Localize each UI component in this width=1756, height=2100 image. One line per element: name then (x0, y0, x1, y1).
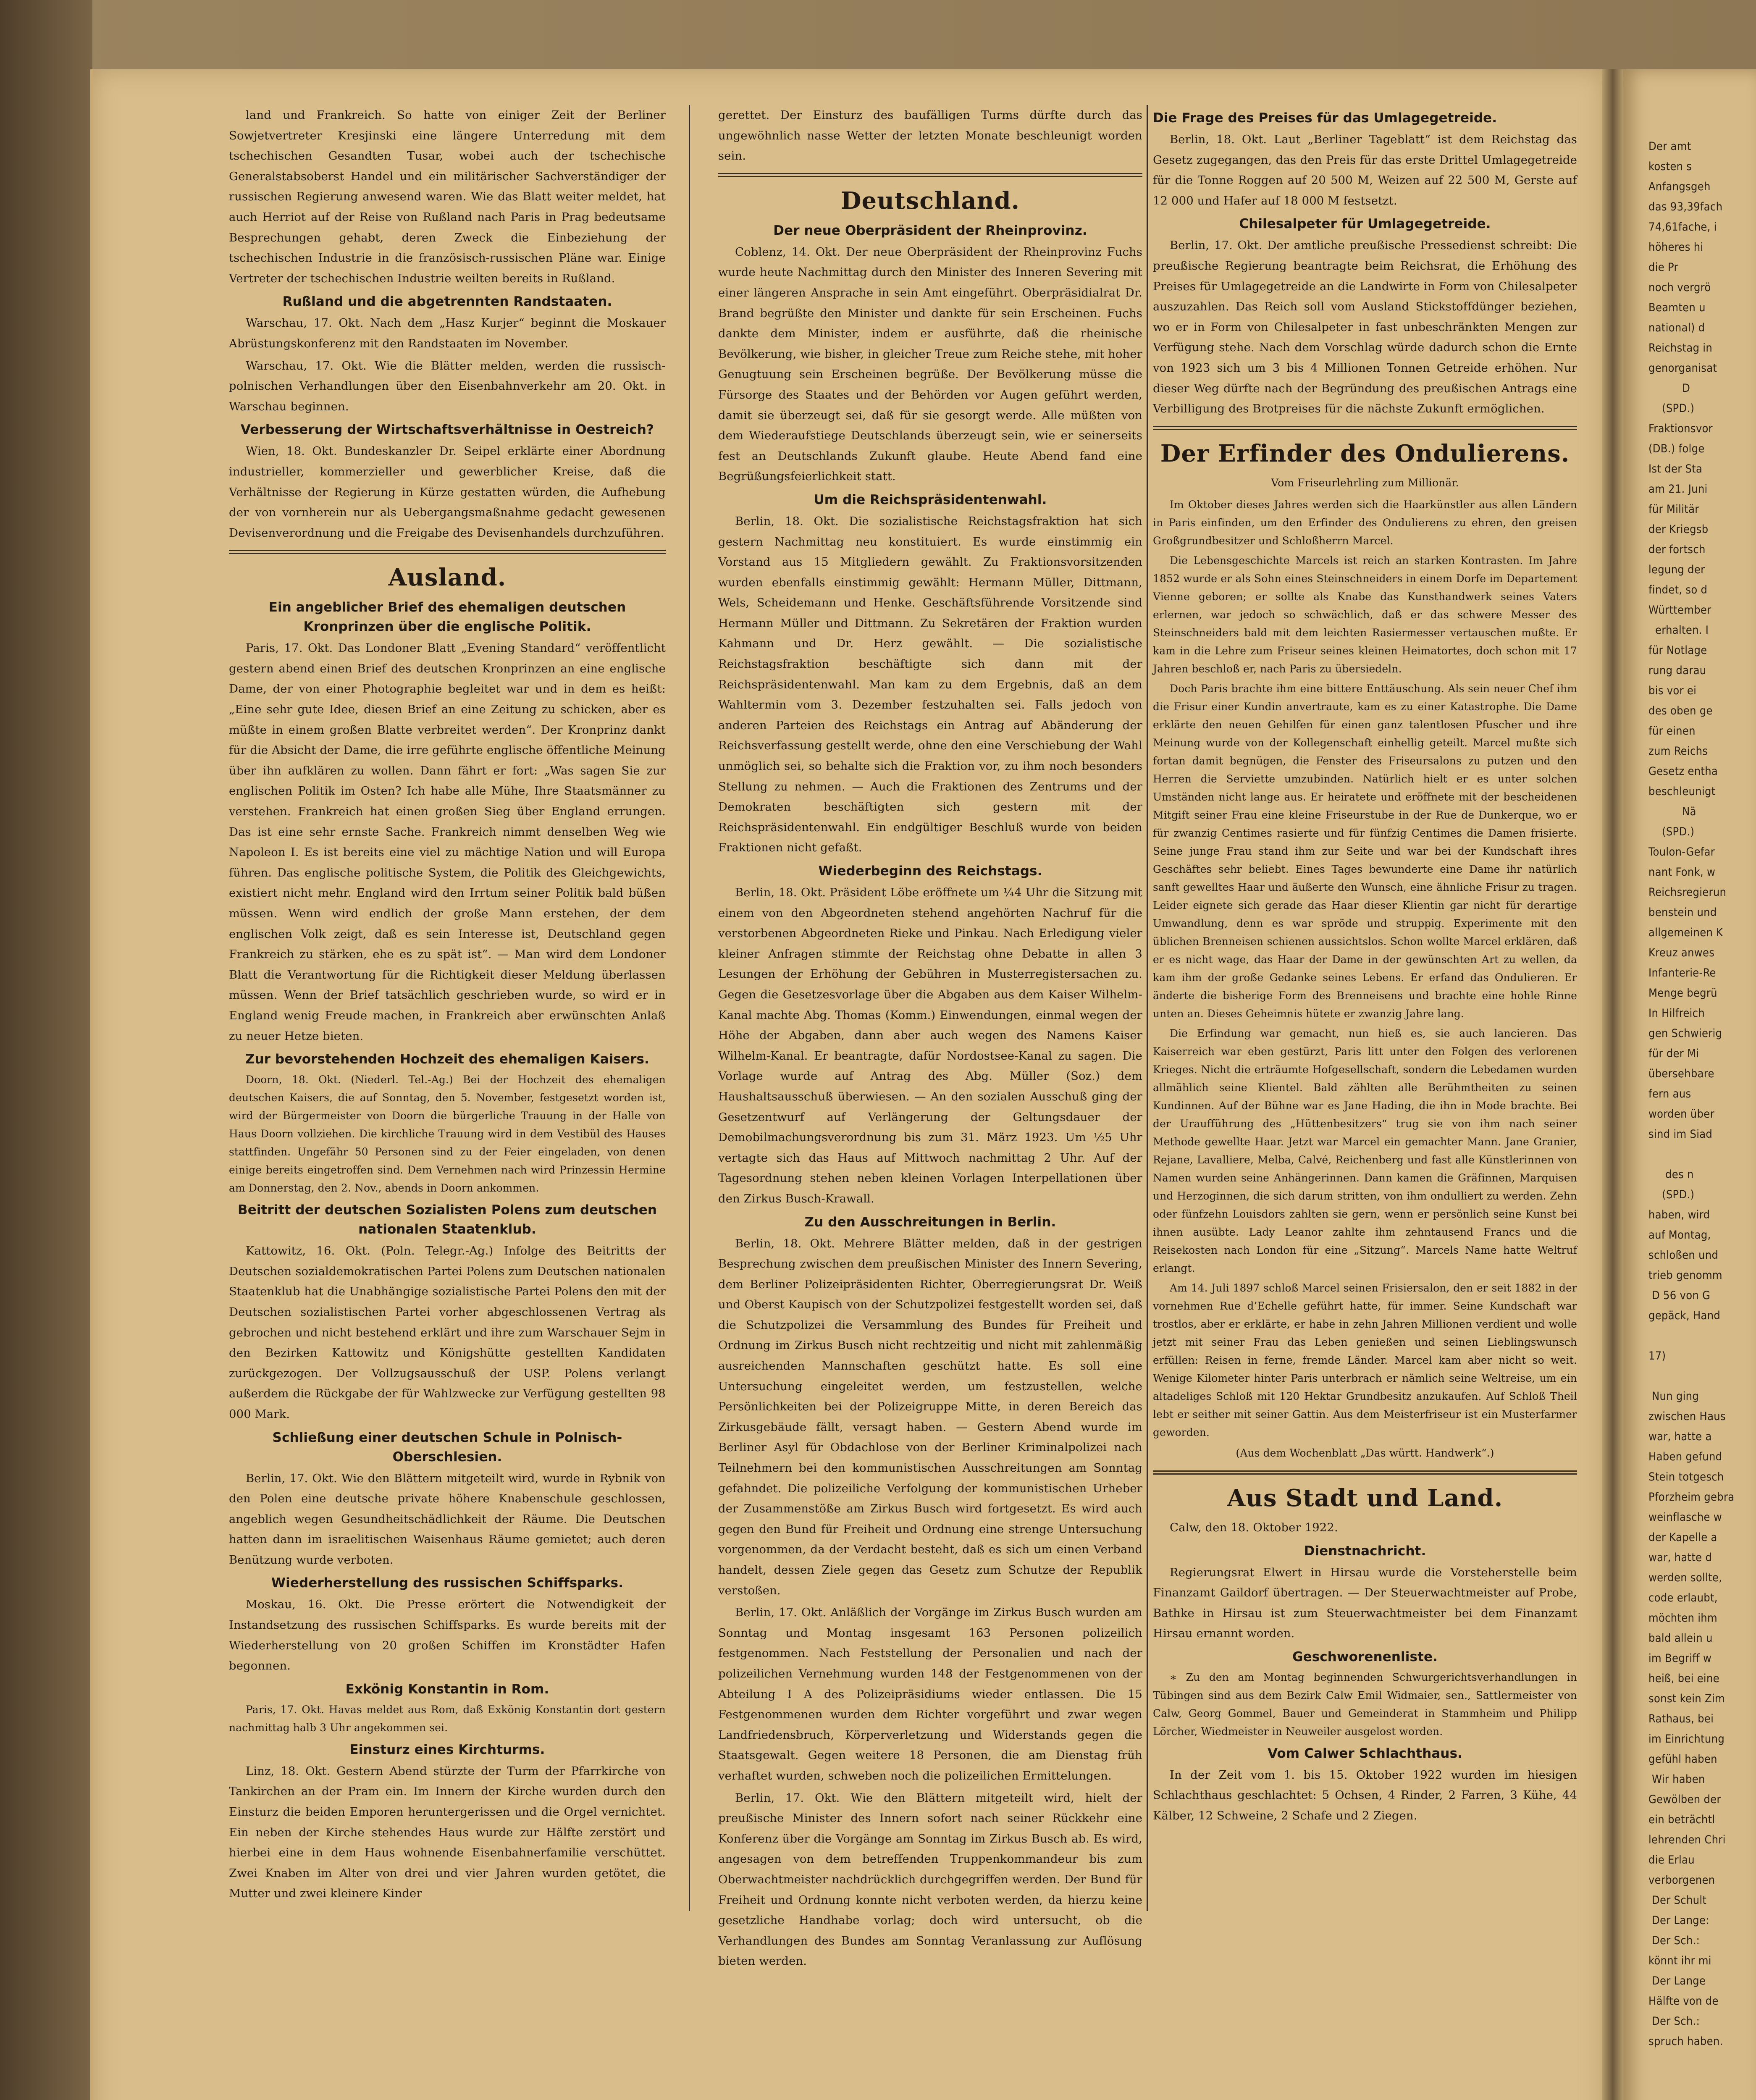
article-paragraph: Berlin, 17. Okt. Wie den Blättern mitgeteilt wird, hielt der preußische Minister des Innern sofort nach seiner Rückkehr eine Konferenz über die Vorgänge am Sonntag im Zirkus Busch ab. Es wird, angesagen von dem betreffenden Truppenkommandeur bis zum Oberwachtmeister nachdrücklich durchgegriffen werden. Der Bund für Freiheit und Ordnung konnte nicht verboten werden, da hierzu keine gesetzliche Handhabe vorlag; doch wird untersucht, ob die Verhandlungen des Bundes am Sonntag Veranlassung zur Auflösung bieten werden. (718, 1791, 1142, 1968)
article-paragraph: Berlin, 17. Okt. Anläßlich der Vorgänge im Zirkus Busch wurden am Sonntag und Montag insgesamt 163 Personen polizeilich festgenommen. Nach Feststellung der Personalien und nach der polizeilichen Vernehmung wurden 148 der Festgenommenen von der Abteilung I A des Polizeipräsidiums wieder entlassen. Die 15 Festgenommenen wurden dem Richter vorgeführt und zwar wegen Landfriedensbruch, Körperverletzung und Widerstands gegen die Staatsgewalt. Gegen weitere 18 Personen, die am Dienstag früh verhaftet wurden, schweben noch die polizeilichen Ermittelungen. (718, 1606, 1142, 1782)
article-paragraph: gerettet. Der Einsturz des baufälligen Turms dürfte durch das ungewöhnlich nasse Wetter der letzten Monate beschleunigt worden sein. (718, 108, 1142, 163)
article-headline: Wiederbeginn des Reichstags. (818, 864, 1042, 879)
article-paragraph: Doch Paris brachte ihm eine bittere Enttäuschung. Als sein neuer Chef ihm die Frisur einer Kundin anvertraute, kam es zu einer Katastrophe. Die Dame erklärte den neuen Gehilfen für einen ganz talentlosen Pfuscher und ihre Meinung wurde von der Kollegenschaft einhellig geteilt. Marcel mußte sich fortan damit begnügen, die Fenster des Friseursalons zu putzen und den Herren die Serviette umzubinden. Natürlich hielt er es unter solchen Umständen nicht lange aus. Er heiratete und eröffnete mit der bescheidenen Mitgift seiner Frau eine kleine Friseurstube in der Rue de Dunkerque, wo er für zwanzig Centimes rasierte und für fünfzig Centimes die Damen frisierte. Seine junge Frau stand ihm zur Seite und war bei der Kundschaft ihres Geschäftes sehr beliebt. Eines Tages bewunderte eine Dame ihr natürlich sanft gewelltes Haar und äußerte den Wunsch, eine ähnliche Frisur zu tragen. Leider eignete sich gerade das Haar dieser Klientin gar nicht für derartige Umwandlung, denn es war spröde und struppig. Experimente mit den üblichen Brenneisen schienen aussichtslos. Schon wollte Marcel erklären, daß er es nicht wage, das Haar der Dame in der gewünschten Art zu wellen, da kam ihm der große Gedanke seines Lebens. Er erfand das Ondulieren. Er änderte die bisherige Form des Brenneisens und brachte eine hohle Rinne unten an. Dieses Geheimnis hütete er zwanzig Jahre lang. (1153, 682, 1577, 1020)
article-headline: Der neue Oberpräsident der Rheinprovinz. (773, 223, 1087, 238)
article-paragraph: Coblenz, 14. Okt. Der neue Oberpräsident der Rheinprovinz Fuchs wurde heute Nachmittag durch den Minister des Inneren Severing mit einer längeren Ansprache in sein Amt eingeführt. Oberpräsidialrat Dr. Brand begrüßte den Minister und dankte für sein Erscheinen. Fuchs dankte dem Minister, indem er ausführte, daß die rheinische Bevölkerung, wie bisher, in gleicher Treue zum Reiche stehe, mit hoher Genugtuung sein Erscheinen begrüße. Der Bevölkerung müsse die Fürsorge des Staates und der Behörden vor Augen geführt werden, damit sie überzeugt sei, daß für sie gesorgt werde. Alle müßten von dem Wiederaufstiege Deutschlands überzeugt sein, wie er seinerseits fest an Deutschlands Zukunft glaube. Heute Abend fand eine Begrüßungsfeierlichkeit statt. (718, 245, 1142, 483)
article-headline: Einsturz eines Kirchturms. (349, 1742, 545, 1757)
article-paragraph: Paris, 17. Okt. Das Londoner Blatt „Evening Standard“ veröffentlicht gestern abend einen Brief des deutschen Kronprinzen an eine englische Dame, der von einer Photographie begleitet war und in dem es heißt: „Eine sehr gute Idee, diesen Brief an eine Zeitung zu schicken, aber es müßte in einem großen Blatte verbreitet werden“. Der Kronprinz dankt für die Absicht der Dame, die irre geführte englische öffentliche Meinung über ihn aufklären zu wollen. Dann fährt er fort: „Was sagen Sie zur englischen Politik im Osten? Ich habe alle Mühe, Ihre Staatsmänner zu verstehen. Frankreich hat einen großen Sieg über England errungen. Das ist eine sehr ernste Sache. Frankreich nimmt denselben Weg wie Napoleon I. Es ist bereits eine viel zu mächtige Nation und will Europa führen. Das englische politische System, die Politik des Gleichgewichts, existiert nicht mehr. England wird den Irrtum seiner Politik bald büßen müssen. Wenn wird endlich der große Mann erstehen, der dem englischen Volk zeigt, daß es sein Interesse ist, Deutschland gegen Frankreich zu stärken, ehe es zu spät ist“. — Man wird dem Londoner Blatt die Verantwortung für die Richtigkeit dieser Meldung überlassen müssen. Wenn der Brief tatsächlich geschrieben wurde, so wird er in England wenig Freude machen, in Frankreich aber erwünschten Anlaß zu neuer Hetze bieten. (229, 641, 666, 1043)
article-paragraph: Calw, den 18. Oktober 1922. (1170, 1520, 1338, 1534)
book-binding-edge (0, 0, 92, 2100)
section-heading: Aus Stadt und Land. (1227, 1484, 1503, 1512)
article-headline: Vom Calwer Schlachthaus. (1268, 1746, 1462, 1761)
article-subtitle: (Aus dem Wochenblatt „Das württ. Handwerk“.) (1236, 1447, 1494, 1460)
article-paragraph: Berlin, 18. Okt. Mehrere Blätter melden, daß in der gestrigen Besprechung zwischen dem preußischen Minister des Innern Severing, dem Berliner Polizeipräsidenten Richter, Oberregierungsrat Dr. Weiß und Oberst Kaupisch von der Schutzpolizei festgestellt worden sei, daß die Schutzpolizei die Versammlung des Bundes für Freiheit und Ordnung im Zirkus Busch nicht rechtzeitig und nicht mit zahlenmäßig ausreichenden Mannschaften geschützt hatte. Es soll eine Untersuchung eingeleitet werden, um festzustellen, welche Persönlichkeiten bei der Polizeigruppe Mitte, in deren Bereich das Zirkusgebäude fällt, versagt haben. — Gestern Abend wurde im Berliner Asyl für Obdachlose von der Berliner Kriminalpolizei nach Teilnehmern bei den kommunistischen Ausschreitungen am Sonntag gefahndet. Die polizeiliche Verfolgung der kommunistischen Urheber der Zusammenstöße am Zirkus Busch wird fortgesetzt. Es wird auch gegen den Bund für Freiheit und Ordnung eine strenge Untersuchung vorgenommen, da der Verdacht besteht, daß es sich um einen Verband handelt, dessen Ziele gegen das Gesetz zum Schutze der Republik verstoßen. (718, 1236, 1142, 1597)
article-paragraph: Berlin, 18. Okt. Laut „Berliner Tageblatt“ ist dem Reichstag das Gesetz zugegangen, das den Preis für das erste Drittel Umlagegetreide für die Tonne Roggen auf 20 500 M, Weizen auf 22 500 M, Gerste auf 12 000 und Hafer auf 18 000 M festsetzt. (1153, 133, 1577, 207)
article-headline: Rußland und die abgetrennten Randstaaten. (282, 294, 612, 310)
article-paragraph: Am 14. Juli 1897 schloß Marcel seinen Frisiersalon, den er seit 1882 in der vornehmen Rue d’Echelle geführt hatte, für immer. Seine Kundschaft war trostlos, aber er erklärte, er habe in zehn Jahren Millionen verdient und wolle jetzt mit seiner Frau das Leben genießen und seinen Lieblingswunsch erfüllen: Reisen in ferne, fremde Länder. Marcel kam aber nicht so weit. Wenige Kilometer hinter Paris unterbrach er nämlich seine Weltreise, um ein altadeliges Schloß mit 120 Hektar Grundbesitz anzukaufen. Auf Schloß Theil lebt er seither mit seiner Gattin. Aus dem Meisterfriseur ist ein Musterfarmer geworden. (1153, 1282, 1577, 1439)
section-rule (718, 173, 1142, 177)
next-page-edge (1623, 69, 1756, 2100)
article-column-2 (718, 105, 1142, 1973)
page-gutter (1602, 69, 1623, 2100)
article-headline: Dienstnachricht. (1304, 1543, 1426, 1559)
article-headline: Zur bevorstehenden Hochzeit des ehemaligen Kaisers. (245, 1052, 649, 1067)
article-paragraph: Linz, 18. Okt. Gestern Abend stürzte der Turm der Pfarrkirche von Tankirchen an der Pram ein. Im Innern der Kirche wurden durch den Einsturz die beiden Emporen heruntergerissen und die Orgel vernichtet. Ein neben der Kirche stehendes Haus wurde zur Hälfte zerstört und hierbei eine in dem Haus wohnende Eisenbahnerfamilie verschüttet. Zwei Knaben im Alter von drei und vier Jahren wurden getötet, die Mutter und zwei kleinere Kinder (229, 1764, 666, 1900)
article-paragraph: Berlin, 18. Okt. Die sozialistische Reichstagsfraktion hat sich gestern Nachmittag neu konstituiert. Es wurde einstimmig ein Vorstand aus 15 Mitgliedern gewählt. Zu Fraktionsvorsitzenden wurden ebenfalls einstimmig gewählt: Hermann Müller, Dittmann, Wels, Scheidemann und Henke. Geschäftsführende Vorsitzende sind Hermann Müller und Dittmann. Zu Sekretären der Fraktion wurden Kahmann und Dr. Herz gewählt. — Die sozialistische Reichstagsfraktion beschäftigte sich dann mit der Reichspräsidentenwahl. Man kam zu dem Ergebnis, daß an dem Wahltermin vom 3. Dezember festzuhalten sei. Falls jedoch von anderen Parteien des Reichstags ein Antrag auf Abänderung der Reichsverfassung gestellt werde, ohne den eine Verschiebung der Wahl unmöglich sei, so behalte sich die Fraktion vor, zu ihm noch besonders Stellung zu nehmen. — Auch die Fraktionen des Zentrums und der Demokraten beschäftigten sich gestern mit der Reichspräsidentenwahl. Ein endgültiger Beschluß wurde von beiden Fraktionen nicht gefaßt. (718, 514, 1142, 855)
article-subtitle: Vom Friseurlehrling zum Millionär. (1271, 476, 1459, 489)
section-heading: Ausland. (388, 564, 507, 592)
next-page-text-fragment: Der amt kosten s Anfangsgeh das 93,39fach 74,61fache, i höheres hi die Pr noch vergrö Beamten u national) d Reichstag in genorganisat D (SPD.) Fraktionsvor (DB.) folge Ist der Sta am 21. Juni für Militär der Kriegsb der fortsch legung der findet, so d Württember erhalten. I für Notlage rung darau bis vor ei des oben ge für einen zum Reichs Gesetz entha beschleunigt Nä (SPD.) Toulon-Gefar nant Fonk, w Reichsregierun benstein und allgemeinen K Kreuz anwes Infanterie-Re Menge begrü In Hilfreich gen Schwierig für der Mi übersehbare fern aus worden über sind im Siad des n (SPD.) haben, wird auf Montag, schloßen und trieb genomm D 56 von G gepäck, Hand 17) Nun ging zwischen Haus war, hatte a Haben gefund Stein totgesch Pforzheim gebra weinflasche w der Kapelle a war, hatte d werden sollte, code erlaubt, möchten ihm bald allein u im Begriff w heiß, bei eine sonst kein Zim Rathaus, bei im Einrichtung gefühl haben Wir haben Gewölben der ein beträchtl lehrenden Chri die Erlau verborgenen Der Schult Der Lange: Der Sch.: könnt ihr mi Der Lange Hälfte von de Der Sch.: spruch haben. (1648, 140, 1735, 2048)
article-paragraph: Warschau, 17. Okt. Nach dem „Hasz Kurjer“ beginnt die Moskauer Abrüstungskonferenz mit den Randstaaten im November. (229, 316, 666, 350)
column-rule-right (1147, 105, 1148, 1911)
article-headline: Die Frage des Preises für das Umlagegetreide. (1153, 110, 1497, 126)
article-headline: Schließung einer deutschen Schule in Polnisch-Oberschlesien. (272, 1430, 622, 1465)
article-headline: Wiederherstellung des russischen Schiffsparks. (271, 1575, 624, 1591)
article-paragraph: Die Erfindung war gemacht, nun hieß es, sie auch lancieren. Das Kaiserreich war eben gestürzt, Paris litt unter den Folgen des verlorenen Krieges. Nicht die erträumte Hofgesellschaft, sondern die Lebedamen wurden allmählich seine Klientel. Bald zählten alle Berühmtheiten zu seinen Kundinnen. Auf der Bühne war es Jane Hading, die ihn in Mode brachte. Bei der Uraufführung des „Hüttenbesitzers“ trug sie von ihm nach seiner Methode gewellte Haar. Jetzt war Marcel ein gemachter Mann. Jane Granier, Rejane, Lavalliere, Melba, Calvé, Reichenberg und fast alle Künstlerinnen von Namen wurden seine Anhängerinnen. Dann kamen die Gräfinnen, Marquisen und Herzoginnen, die sich darum stritten, von ihm ondulliert zu werden. Zehn oder fünfzehn Louisdors zahlten sie gern, wenn er persönlich seine Kunst bei ihnen ausübte. Lady Leanor zahlte ihm zehntausend Francs und die Reisekosten nach London für eine „Sitzung“. Marcels Name hatte Weltruf erlangt. (1153, 1027, 1577, 1275)
article-headline: Verbesserung der Wirtschaftsverhältnisse in Oestreich? (240, 422, 654, 438)
article-paragraph: Im Oktober dieses Jahres werden sich die Haarkünstler aus allen Ländern in Paris einfinden, um den Erfinder des Ondulierens zu ehren, den greisen Großgrundbesitzer und Schloßherrn Marcel. (1153, 499, 1577, 547)
section-rule (1153, 1470, 1577, 1475)
article-paragraph: Kattowitz, 16. Okt. (Poln. Telegr.-Ag.) Infolge des Beitritts der Deutschen sozialdemokratischen Partei Polens zum Deutschen nationalen Staatenklub hat die Unabhängige sozialistische Partei Polens den mit der Deutschen sozialistischen Partei vorher abgeschlossenen Vertrag als gebrochen und nicht bestehend erklärt und ihre zum Warschauer Sejm in den Bezirken Kattowitz und Königshütte gestellten Kandidaten zurückgezogen. Der Vollzugsausschuß der USP. Polens verlangt außerdem die Rückgabe der für Wahlzwecke zur Verfügung gestellten 98 000 Mark. (229, 1244, 666, 1421)
article-paragraph: Doorn, 18. Okt. (Niederl. Tel.-Ag.) Bei der Hochzeit des ehemaligen deutschen Kaisers, die auf Sonntag, den 5. November, festgesetzt worden ist, wird der Bürgermeister von Doorn die bürgerliche Trauung in der Halle von Haus Doorn vollziehen. Die kirchliche Trauung wird in dem Vestibül des Hauses stattfinden. Ungefähr 50 Personen sind zu der Feier eingeladen, von denen einige bereits eingetroffen sind. Dem Vernehmen nach wird Prinzessin Hermine am Donnerstag, den 2. Nov., abends in Doorn ankommen. (229, 1074, 666, 1194)
article-headline: Um die Reichspräsidentenwahl. (814, 492, 1047, 507)
article-paragraph: Warschau, 17. Okt. Wie die Blätter melden, werden die russisch-polnischen Verhandlungen über den Eisenbahnverkehr am 20. Okt. in Warschau beginnen. (229, 359, 666, 413)
article-headline: Exkönig Konstantin in Rom. (345, 1681, 549, 1697)
article-headline: Chilesalpeter für Umlagegetreide. (1239, 216, 1491, 232)
section-heading: Der Erfinder des Ondulierens. (1160, 439, 1570, 467)
article-paragraph: Berlin, 17. Okt. Der amtliche preußische Pressedienst schreibt: Die preußische Regierung beantragte beim Reichsrat, die Erhöhung des Preises für Umlagegetreide an die Landwirte in Form von Chilesalpeter auszuzahlen. Das Reich soll vom Ausland Stickstoffdünger beziehen, wo er in Form von Chilesalpeter in fast unbeschränkten Mengen zur Verfügung stehe. Nach dem Vorschlag würde dadurch schon die Ernte von 1923 sich um 3 bis 4 Millionen Tonnen Getreide erhöhen. Nur dieser Weg dürfte nach der Begründung des preußischen Antrags eine Verbilligung des Brotpreises für die nächste Zukunft ermöglichen. (1153, 239, 1577, 416)
article-paragraph: Die Lebensgeschichte Marcels ist reich an starken Kontrasten. Im Jahre 1852 wurde er als Sohn eines Steinschneiders in einem Dorfe im Departement Vienne geboren; er sollte als Knabe das Kunsthandwerk seines Vaters erlernen, war jedoch so schwächlich, daß er das schwere Messer des Steinschneiders bald mit dem leichten Rasiermesser vertauschen mußte. Er kam in die Lehre zum Friseur seines kleinen Heimatortes, doch schon mit 17 Jahren beschloß er, nach Paris zu übersiedeln. (1153, 554, 1577, 675)
column-rule-left (689, 105, 690, 1911)
article-paragraph: land und Frankreich. So hatte von einiger Zeit der Berliner Sowjetvertreter Kresjinski eine längere Unterredung mit dem tschechischen Gesandten Tusar, wobei auch der tschechische Generalstabsoberst Handel und ein militärischer Sachverständiger der russischen Regierung anwesend waren. Wie das Blatt weiter meldet, hat auch Herriot auf der Reise von Rußland nach Paris in Prag bedeutsame Besprechungen gehabt, deren Zweck die Einbeziehung der tschechischen Industrie in die französisch-russischen Pläne war. Einige Vertreter der tschechischen Industrie weilten bereits in Rußland. (229, 108, 666, 285)
article-paragraph: Wien, 18. Okt. Bundeskanzler Dr. Seipel erklärte einer Abordnung industrieller, kommerzieller und gewerblicher Kreise, daß die Verhältnisse der Regierung in Kürze gestatten würden, die Aufhebung der von vornherein nur als Uebergangsmaßnahme gedacht gewesenen Devisenverordnung und die Freigabe des Devisenhandels durchzuführen. (229, 444, 666, 540)
article-paragraph: Regierungsrat Elwert in Hirsau wurde die Vorsteherstelle beim Finanzamt Gaildorf übertragen. — Der Steuerwachtmeister auf Probe, Bathke in Hirsau ist zum Steuerwachtmeister bei dem Finanzamt Hirsau ernannt worden. (1153, 1565, 1577, 1641)
article-paragraph: In der Zeit vom 1. bis 15. Oktober 1922 wurden im hiesigen Schlachthaus geschlachtet: 5 Ochsen, 4 Rinder, 2 Farren, 3 Kühe, 44 Kälber, 12 Schweine, 2 Schafe und 2 Ziegen. (1153, 1768, 1577, 1823)
article-paragraph: ∗ Zu den am Montag beginnenden Schwurgerichtsverhandlungen in Tübingen sind aus dem Bezirk Calw Emil Widmaier, sen., Sattlermeister von Calw, Georg Gommel, Bauer und Gemeinderat in Stammheim und Philipp Lörcher, Wiedmeister in Neuweiler ausgelost worden. (1153, 1671, 1577, 1738)
section-heading: Deutschland. (840, 186, 1020, 215)
article-paragraph: Berlin, 17. Okt. Wie den Blättern mitgeteilt wird, wurde in Rybnik von den Polen eine deutsche private höhere Knabenschule geschlossen, angeblich wegen Gesundheitschädlichkeit der Räume. Die Deutschen hatten dann im israelitischen Waisenhaus Räume gemietet; auch deren Benützung wurde verboten. (229, 1471, 666, 1567)
section-rule (1153, 426, 1577, 430)
article-headline: Zu den Ausschreitungen in Berlin. (804, 1214, 1056, 1230)
article-paragraph: Moskau, 16. Okt. Die Presse erörtert die Notwendigkeit der Instandsetzung des russischen Schiffsparks. Es wurde bereits mit der Wiederherstellung von 20 großen Schiffen im Kronstädter Hafen begonnen. (229, 1598, 666, 1673)
article-paragraph: Berlin, 18. Okt. Präsident Löbe eröffnete um ¼4 Uhr die Sitzung mit einem von den Abgeordneten stehend angehörten Nachruf für die verstorbenen Abgeordneten Rieke und Pinkau. Nach Erledigung vieler kleiner Anfragen stimmte der Reichstag ohne Debatte in allen 3 Lesungen der Erhöhung der Gebühren in Musterregistersachen zu. Gegen die Gesetzesvorlage über die Abgaben aus dem Kaiser Wilhelm-Kanal machte Abg. Thomas (Komm.) Einwendungen, einmal wegen der Höhe der Abgaben, dann aber auch wegen des Namens Kaiser Wilhelm-Kanal. Er beantragte, dafür Nordostsee-Kanal zu sagen. Die Vorlage wurde auf Antrag des Abg. Müller (Soz.) dem Haushaltsausschuß überwiesen. — An den sozialen Ausschuß ging der Gesetzentwurf auf Verlängerung der Geltungsdauer der Demobilmachungsverordnung bis zum 31. März 1923. Um ½5 Uhr vertagte sich das Haus auf Mittwoch nachmittag 2 Uhr. Auf der Tagesordnung stehen neben kleinen Vorlagen Interpellationen über den Zirkus Busch-Krawall. (718, 886, 1142, 1205)
article-headline: Ein angeblicher Brief des ehemaligen deutschen Kronprinzen über die englische Politik. (268, 600, 626, 635)
article-paragraph: Paris, 17. Okt. Havas meldet aus Rom, daß Exkönig Konstantin dort gestern nachmittag halb 3 Uhr angekommen sei. (229, 1703, 666, 1734)
article-column-1 (229, 105, 666, 1906)
article-column-3 (1153, 105, 1577, 1828)
section-rule (229, 550, 666, 554)
article-headline: Beitritt der deutschen Sozialisten Polens zum deutschen nationalen Staatenklub. (237, 1202, 657, 1237)
article-headline: Geschworenenliste. (1292, 1649, 1438, 1664)
